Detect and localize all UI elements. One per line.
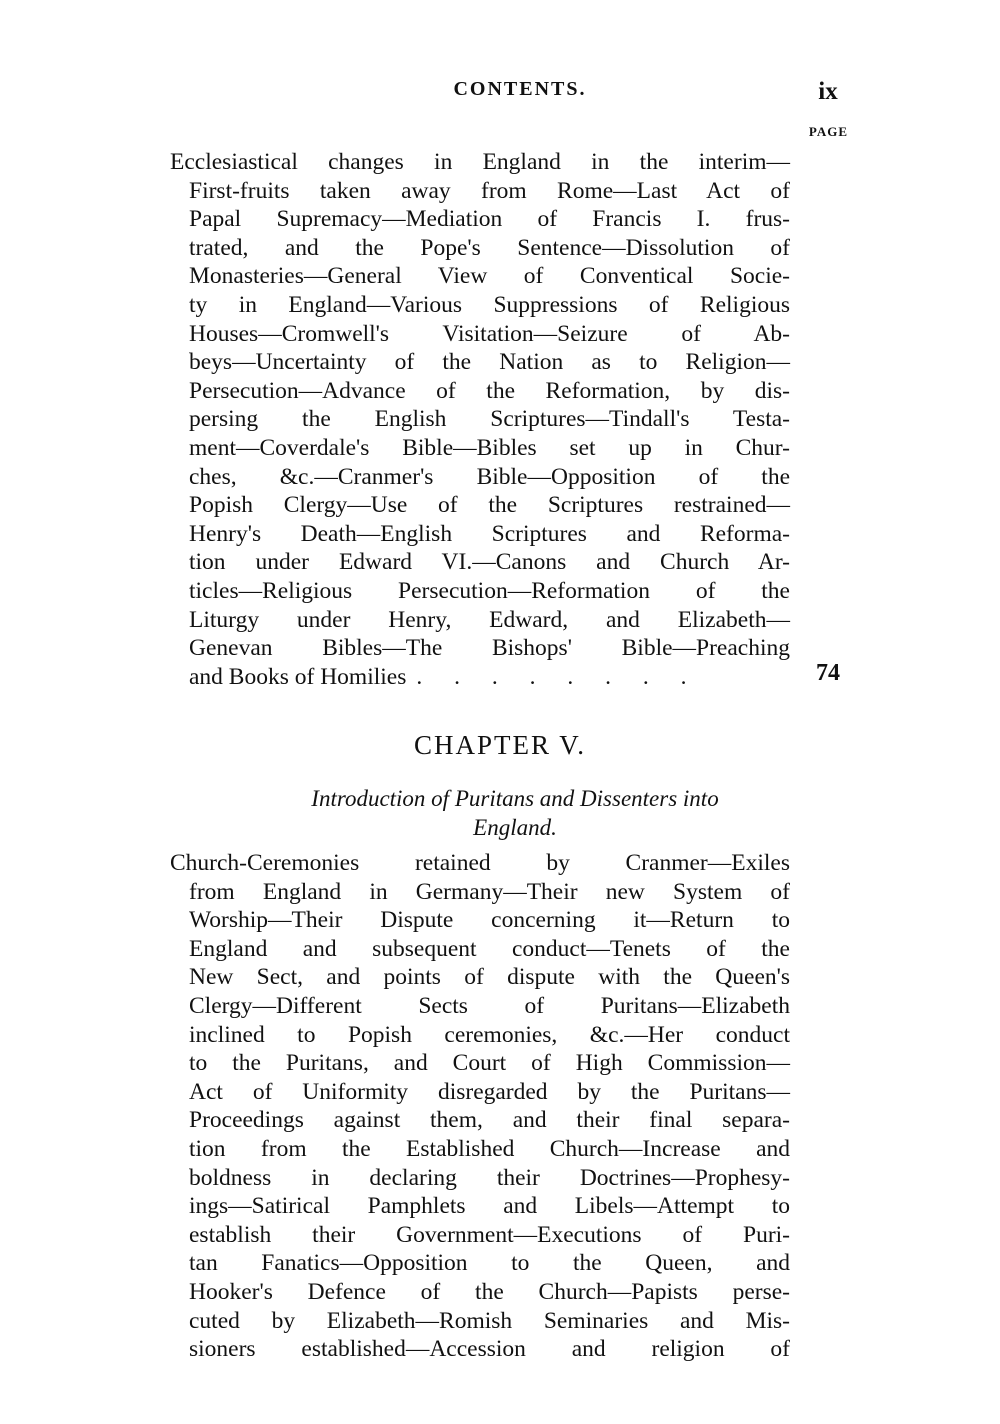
entry-line: ment—Coverdale's Bible—Bibles set up in Chur- <box>189 434 790 461</box>
page-number: ix <box>818 78 838 105</box>
entry-line: Liturgy under Henry, Edward, and Elizabeth— <box>189 606 790 633</box>
entry-line: to the Puritans, and Court of High Commission— <box>189 1050 790 1077</box>
chapter-heading: CHAPTER V. <box>413 730 587 760</box>
chapter-subtitle-line: England. <box>473 815 557 840</box>
entry-line: cuted by Elizabeth—Romish Seminaries and Mis- <box>189 1307 790 1334</box>
chapter-iv-contents-entry <box>170 148 790 691</box>
entry-line: Hooker's Defence of the Church—Papists perse- <box>189 1278 790 1305</box>
entry-line: Houses—Cromwell's Visitation—Seizure of Ab- <box>189 320 790 347</box>
entry-line: ticles—Religious Persecution—Reformation of the <box>189 577 790 604</box>
entry-line: Genevan Bibles—The Bishops' Bible—Preaching <box>189 635 790 662</box>
entry-line: sioners established—Accession and religion of <box>189 1336 790 1363</box>
entry-line: Proceedings against them, and their final separa- <box>189 1107 790 1134</box>
entry-line: ches, &c.—Cranmer's Bible—Opposition of the <box>189 463 790 490</box>
entry-page-reference: 74 <box>816 660 840 686</box>
entry-line: Act of Uniformity disregarded by the Puritans— <box>189 1078 790 1105</box>
entry-line: trated, and the Pope's Sentence—Dissolution of <box>189 234 790 261</box>
entry-line: boldness in declaring their Doctrines—Prophesy- <box>189 1164 790 1191</box>
entry-line: England and subsequent conduct—Tenets of the <box>189 935 790 962</box>
page-column-label: PAGE <box>808 124 848 139</box>
chapter-subtitle <box>200 784 830 842</box>
chapter-subtitle-line: Introduction of Puritans and Dissenters into <box>311 786 719 811</box>
entry-line: Persecution—Advance of the Reformation, by dis- <box>189 377 790 404</box>
entry-line: persing the English Scriptures—Tindall's Testa- <box>189 406 790 433</box>
entry-line: Monasteries—General View of Conventical Socie- <box>189 263 790 290</box>
entry-line: First-fruits taken away from Rome—Last Act of <box>189 177 790 204</box>
running-title: CONTENTS. <box>453 78 587 100</box>
entry-line: tion from the Established Church—Increase and <box>189 1135 790 1162</box>
entry-line: Papal Supremacy—Mediation of Francis I. frus- <box>189 206 790 233</box>
entry-line: and Books of Homilies <box>189 663 407 690</box>
entry-line: ty in England—Various Suppressions of Religious <box>189 291 790 318</box>
entry-line: New Sect, and points of dispute with the Queen's <box>189 964 790 991</box>
entry-line: Popish Clergy—Use of the Scriptures restrained— <box>189 492 790 519</box>
running-head <box>0 78 1000 108</box>
entry-line: tion under Edward VI.—Canons and Church Ar- <box>189 549 790 576</box>
entry-line: from England in Germany—Their new System of <box>189 878 790 905</box>
entry-line: Ecclesiastical changes in England in the interim— <box>170 149 790 175</box>
entry-line: inclined to Popish ceremonies, &c.—Her conduct <box>189 1021 790 1048</box>
entry-last-line <box>189 663 790 692</box>
chapter-v-contents-entry <box>170 849 790 1364</box>
entry-line: Worship—Their Dispute concerning it—Return to <box>189 907 790 934</box>
entry-line: establish their Government—Executions of Puri- <box>189 1221 790 1248</box>
entry-line: ings—Satirical Pamphlets and Libels—Attempt to <box>189 1193 790 1220</box>
entry-line: Henry's Death—English Scriptures and Reforma- <box>189 520 790 547</box>
leader-dots: . . . . . . . . <box>416 663 700 690</box>
entry-line: Church-Ceremonies retained by Cranmer—Exiles <box>170 850 790 876</box>
entry-line: Clergy—Different Sects of Puritans—Elizabeth <box>189 992 790 1019</box>
entry-line: tan Fanatics—Opposition to the Queen, and <box>189 1250 790 1277</box>
entry-line: beys—Uncertainty of the Nation as to Religion— <box>189 349 790 376</box>
